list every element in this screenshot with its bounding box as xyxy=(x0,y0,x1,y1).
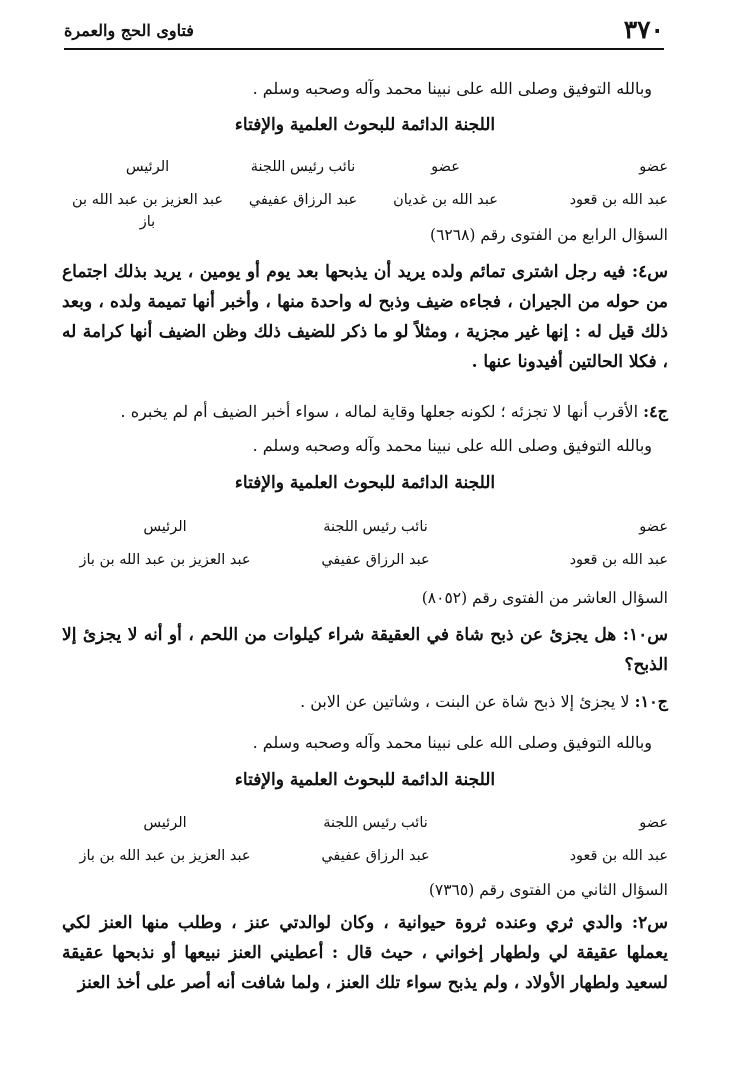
signatory-name: عبد الله بن غديان xyxy=(393,192,498,208)
question-text xyxy=(62,620,668,680)
question-marker: س٤: xyxy=(631,262,669,282)
fatwa-number-label: السؤال الثاني من الفتوى رقم (٧٣٦٥) xyxy=(428,881,668,899)
role-member: عضو xyxy=(639,815,668,831)
role-member: عضو xyxy=(639,519,668,535)
signatory-name: عبد الرزاق عفيفي xyxy=(248,192,358,208)
signature-names xyxy=(62,845,668,867)
signature-roles xyxy=(62,812,668,834)
closing-line: وبالله التوفيق وصلى الله على نبينا محمد وآله وصحبه وسلم . xyxy=(252,436,652,455)
role-deputy: نائب رئيس اللجنة xyxy=(323,519,428,535)
role-deputy: نائب رئيس اللجنة xyxy=(250,159,356,175)
question-marker: س١٠: xyxy=(622,625,668,645)
role-chairman: الرئيس xyxy=(143,815,187,831)
answer-text xyxy=(62,688,668,716)
signatory-name: عبد الرزاق عفيفي xyxy=(321,848,430,864)
question-text xyxy=(62,257,668,377)
question-body: هل يجزئ عن ذبح شاة في العقيقة شراء كيلوات من اللحم ، أو أنه لا يجزئ إلا الذبح؟ xyxy=(62,625,668,675)
question-body: فيه رجل اشترى تمائم ولده يريد أن يذبحها بعد يوم أو يومين ، يريد بذلك اجتماع من حوله من الجيران ، فجاءه ضيف وذبح له واحدة منها ، وأخبر أنها تميمة ولده ، وبعد ذلك قيل له : إنها غير مجزية ، ومثلاً لو ما ذكر للضيف ذلك وظن الضيف أنها كرامة له ، فكلا الحالتين أفيدونا عنها . xyxy=(62,262,668,372)
role-member: عضو xyxy=(639,159,668,175)
signatory-name: عبد الله بن قعود xyxy=(569,192,668,208)
closing-line: وبالله التوفيق وصلى الله على نبينا محمد وآله وصحبه وسلم . xyxy=(252,733,652,752)
page-number: ٣٧٠ xyxy=(623,15,664,44)
role-chairman: الرئيس xyxy=(143,519,187,535)
signatory-name: عبد الله بن قعود xyxy=(569,552,668,568)
answer-body: لا يجزئ إلا ذبح شاة عن البنت ، وشاتين عن الابن . xyxy=(300,692,630,711)
signature-names xyxy=(62,549,668,571)
signatory-name: عبد العزيز بن عبد الله بن باز xyxy=(72,192,223,230)
committee-heading: اللجنة الدائمة للبحوث العلمية والإفتاء xyxy=(234,770,496,790)
fatwa-number-label: السؤال الرابع من الفتوى رقم (٦٢٦٨) xyxy=(430,226,668,244)
answer-marker: ج٤: xyxy=(643,402,668,421)
signature-roles xyxy=(62,516,668,538)
signature-roles xyxy=(62,156,668,178)
committee-heading: اللجنة الدائمة للبحوث العلمية والإفتاء xyxy=(234,115,496,135)
question-body: والدي ثري وعنده ثروة حيوانية ، وكان لوالدتي عنز ، وطلب منها العنز لكي يعملها عقيقة لي ولطهار إخواني ، حيث قال : أعطيني العنز نبيعها أو نذبحها عقيقة لسعيد ولطهار الأولاد ، ولم يذبح سواء تلك العنز ، ولما شافت أنه أصر على أخذ العنز xyxy=(62,913,668,993)
role-member: عضو xyxy=(431,159,460,175)
role-deputy: نائب رئيس اللجنة xyxy=(323,815,428,831)
signatory-name: عبد العزيز بن عبد الله بن باز xyxy=(79,848,251,864)
book-title: فتاوى الحج والعمرة xyxy=(64,21,194,40)
signatory-name: عبد الله بن قعود xyxy=(569,848,668,864)
signatory-name: عبد الرزاق عفيفي xyxy=(321,552,430,568)
signatory-name: عبد العزيز بن عبد الله بن باز xyxy=(79,552,251,568)
closing-line: وبالله التوفيق وصلى الله على نبينا محمد وآله وصحبه وسلم . xyxy=(252,79,652,98)
answer-body: الأقرب أنها لا تجزئه ؛ لكونه جعلها وقاية لماله ، سواء أخبر الضيف أم لم يخبره . xyxy=(120,402,639,421)
question-text xyxy=(62,908,668,998)
fatwa-number-label: السؤال العاشر من الفتوى رقم (٨٠٥٢) xyxy=(421,589,668,607)
answer-marker: ج١٠: xyxy=(634,692,668,711)
role-chairman: الرئيس xyxy=(125,159,170,175)
page-header xyxy=(64,12,664,50)
answer-text xyxy=(62,398,668,426)
committee-heading: اللجنة الدائمة للبحوث العلمية والإفتاء xyxy=(234,473,496,493)
question-marker: س٢: xyxy=(631,913,668,933)
